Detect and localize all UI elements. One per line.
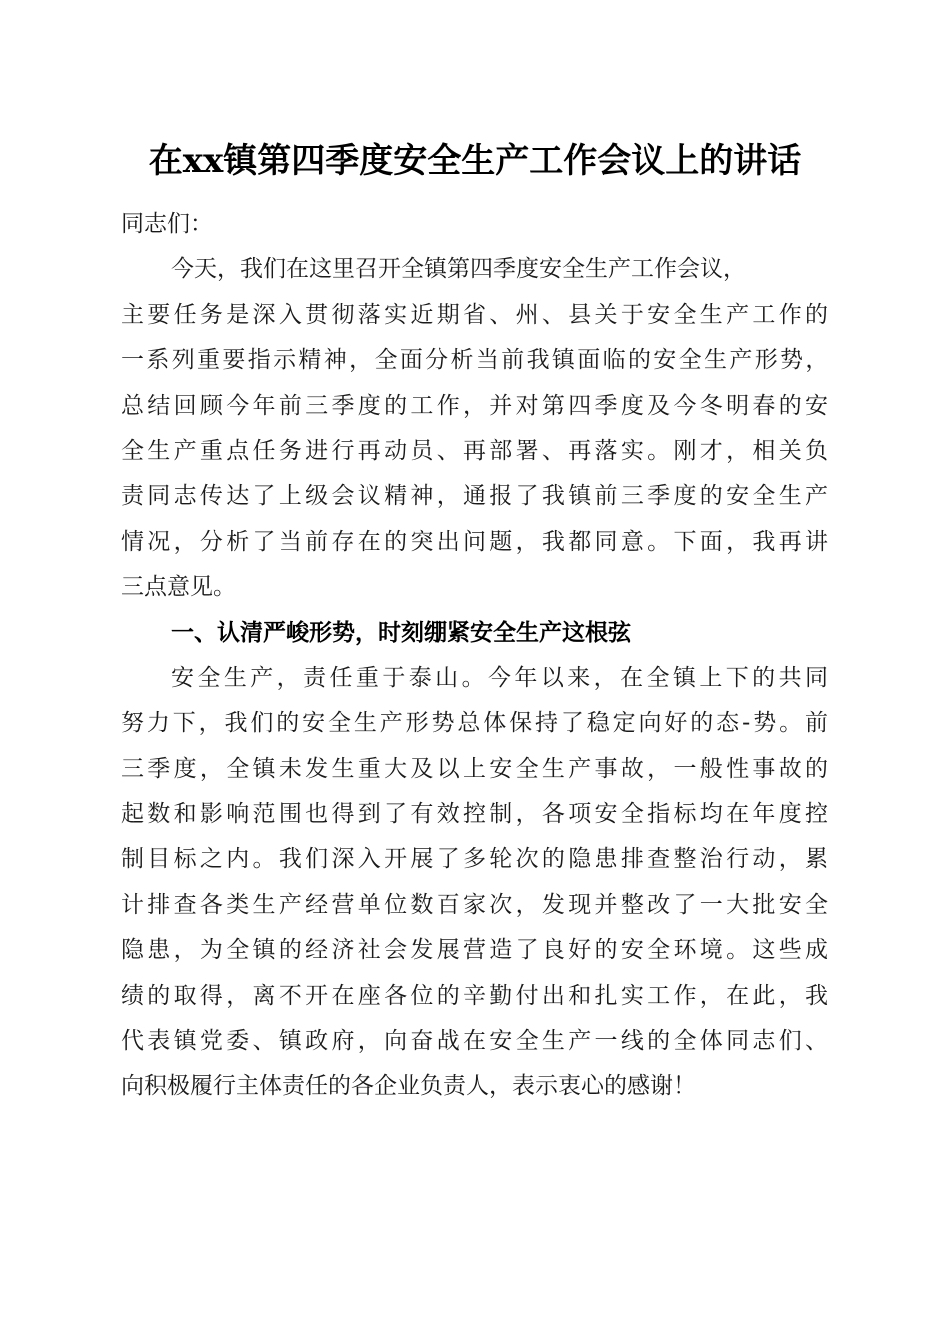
paragraph-2-line: 安全生产，责任重于泰山。今年以来，在全镇上下的共同 xyxy=(171,664,828,691)
paragraph-1-line: 情况，分析了当前存在的突出问题，我都同意。下面，我再讲 xyxy=(121,528,828,555)
paragraph-2-line: 绩的取得，离不开在座各位的辛勤付出和扎实工作，在此，我 xyxy=(121,982,828,1009)
paragraph-1-line: 主要任务是深入贯彻落实近期省、州、县关于安全生产工作的 xyxy=(121,301,828,328)
document-body xyxy=(121,202,828,1110)
paragraph-2-line: 隐患，为全镇的经济社会发展营造了良好的安全环境。这些成 xyxy=(121,937,828,964)
paragraph-1-line: 今天，我们在这里召开全镇第四季度安全生产工作会议， xyxy=(171,256,746,283)
paragraph-2-line: 三季度，全镇未发生重大及以上安全生产事故，一般性事故的 xyxy=(121,755,828,782)
paragraph-1-line: 三点意见。 xyxy=(121,574,236,601)
salutation: 同志们： xyxy=(121,211,213,237)
paragraph-2-line: 起数和影响范围也得到了有效控制，各项安全指标均在年度控 xyxy=(121,801,828,828)
paragraph-1-line: 一系列重要指示精神，全面分析当前我镇面临的安全生产形势， xyxy=(121,347,828,374)
paragraph-2-line: 努力下，我们的安全生产形势总体保持了稳定向好的态-势。前 xyxy=(121,710,828,737)
paragraph-2-line: 制目标之内。我们深入开展了多轮次的隐患排查整治行动，累 xyxy=(121,846,828,873)
paragraph-1-line: 责同志传达了上级会议精神，通报了我镇前三季度的安全生产 xyxy=(121,483,828,510)
paragraph-2-line: 代表镇党委、镇政府，向奋战在安全生产一线的全体同志们、 xyxy=(121,1028,828,1055)
paragraph-2-line: 计排查各类生产经营单位数百家次，发现并整改了一大批安全 xyxy=(121,891,828,918)
paragraph-1-line: 总结回顾今年前三季度的工作，并对第四季度及今冬明春的安 xyxy=(121,392,828,419)
paragraph-2-line: 向积极履行主体责任的各企业负责人，表示衷心的感谢！ xyxy=(121,1073,696,1100)
document-title: 在xx镇第四季度安全生产工作会议上的讲话 xyxy=(148,141,802,181)
paragraph-1-line: 全生产重点任务进行再动员、再部署、再落实。刚才，相关负 xyxy=(121,437,828,464)
section-1-heading: 一、认清严峻形势，时刻绷紧安全生产这根弦 xyxy=(171,619,631,646)
